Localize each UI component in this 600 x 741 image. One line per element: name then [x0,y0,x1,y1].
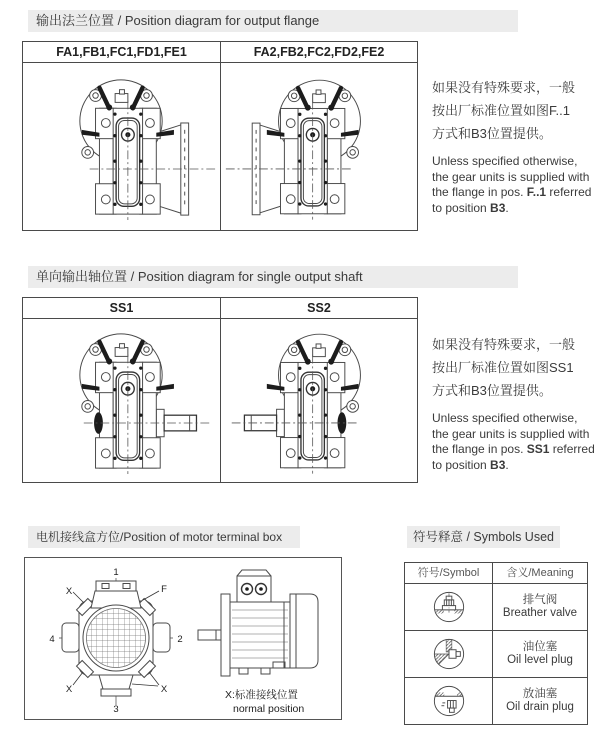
flange-position-diagram-2 [220,63,417,230]
motor-terminal-box-diagram [24,557,342,720]
symbol-row [405,678,587,724]
diagram-label: F [161,584,167,595]
symbol-row [405,631,587,678]
symbols-header-meaning: 含义/Meaning [492,563,587,583]
output-shaft-table-header [23,298,417,319]
diagram-label: X [65,586,73,597]
note-zh-line: 如果没有特殊要求，一般 [432,337,576,352]
symbols-header-symbol: 符号/Symbol [417,567,480,579]
shaft-position-diagram-1 [23,319,220,482]
diagram-label: X:标准接线位置 [225,689,298,701]
symbol-row [405,584,587,631]
section-title-output-shaft: 单向输出轴位置 / Position diagram for single output shaft [28,266,518,288]
column-header-ss1: SS1 [23,298,220,319]
diagram-label: 2 [177,634,183,645]
symbols-table-header [405,563,587,584]
column-header-ss2: SS2 [220,298,417,319]
note-output-shaft [432,333,596,473]
symbol-meaning [492,584,587,630]
symbol-en: Breather valve [502,607,578,619]
symbol-zh: 油位塞 [522,640,558,653]
symbol-zh: 排气阀 [522,593,558,606]
oil-level-plug-icon [405,631,492,677]
diagram-label: X [65,684,73,695]
symbol-meaning [492,678,587,724]
diagram-label: 3 [113,704,119,715]
note-en: Unless specified otherwise, the gear units is supplied with the flange in pos. SS1 referred to position B3. [432,411,595,472]
diagram-label: normal position [233,703,305,715]
diagram-label: 1 [113,567,119,578]
note-zh-line: 按出厂标准位置如图F..1 [432,103,570,118]
output-shaft-table [22,297,418,483]
note-zh-line: 按出厂标准位置如图SS1 [432,360,574,375]
note-en: Unless specified otherwise, the gear units is supplied with the flange in pos. F..1 referred to position B3. [432,154,592,215]
output-flange-table-header [23,42,417,63]
oil-drain-plug-icon [405,678,492,724]
section-title-symbols: 符号释意 / Symbols Used [407,526,560,548]
note-zh-line: 如果没有特殊要求，一般 [432,80,576,95]
breather-valve-icon [405,584,492,630]
symbol-meaning [492,631,587,677]
column-header-flange-1: FA1,FB1,FC1,FD1,FE1 [23,42,220,63]
symbol-en: Oil level plug [507,654,573,666]
note-zh-line: 方式和B3位置提供。 [432,126,552,141]
column-header-flange-2: FA2,FB2,FC2,FD2,FE2 [220,42,417,63]
diagram-label: X [160,684,168,695]
section-title-output-flange: 输出法兰位置 / Position diagram for output flange [28,10,518,32]
symbol-zh: 放油塞 [522,687,558,700]
note-zh-line: 方式和B3位置提供。 [432,383,552,398]
symbol-en: Oil drain plug [506,701,574,713]
section-title-terminal-box: 电机接线盒方位/Position of motor terminal box [28,526,300,548]
shaft-position-diagram-2 [220,319,417,482]
output-flange-table [22,41,418,231]
diagram-label: 4 [49,634,55,645]
flange-position-diagram-1 [23,63,220,230]
note-output-flange [432,76,596,216]
symbols-table [404,562,588,725]
